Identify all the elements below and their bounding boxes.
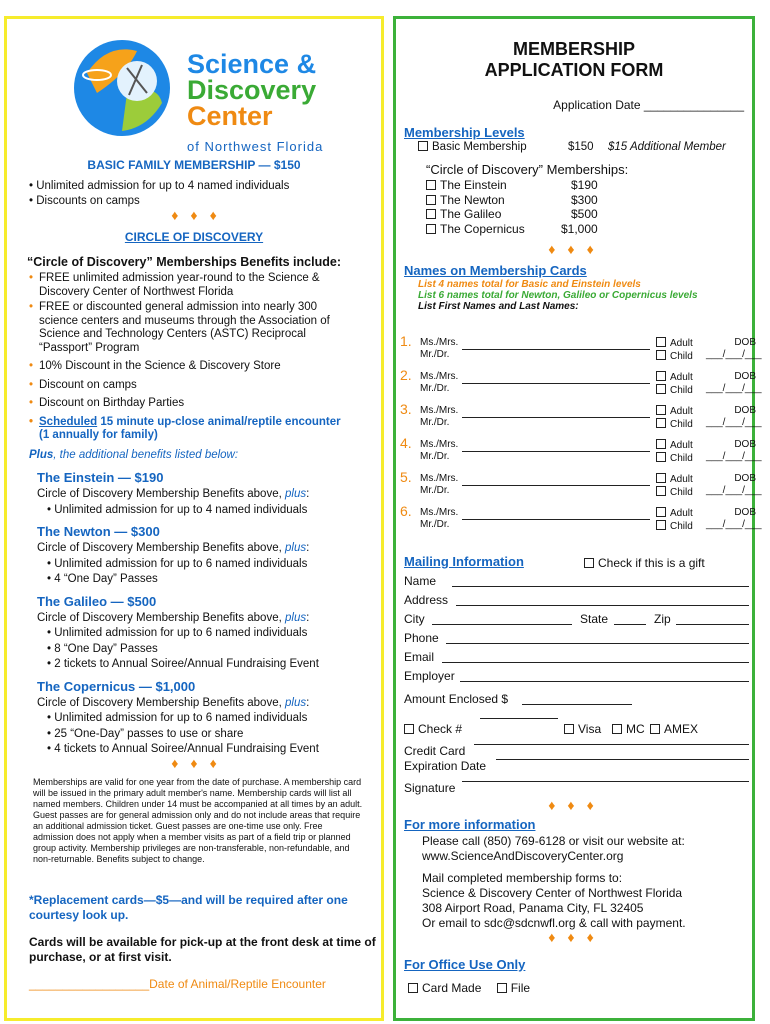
pickup-note: Cards will be available for pick-up at the front desk at time of purchase, or at first visit. <box>29 935 376 964</box>
person-type[interactable]: Adult Child <box>656 405 693 431</box>
replacement-note: *Replacement cards—$5—and will be required after one courtesy look up. <box>29 893 348 922</box>
names-heading: Names on Membership Cards <box>404 263 587 278</box>
circle-heading: CIRCLE OF DISCOVERY <box>124 230 264 244</box>
checkbox-icon[interactable] <box>612 724 622 734</box>
level-einstein: The Einstein — $190 Circle of Discovery Membership Benefits above, plus: • Unlimited admission for up to 4 named individuals <box>37 470 310 516</box>
benefit-item: • Discount on camps <box>29 379 359 393</box>
file-checkbox[interactable]: File <box>497 981 530 995</box>
phone-field[interactable]: Phone <box>404 631 749 645</box>
person-title: Ms./Mrs. Mr./Dr. <box>420 473 459 496</box>
person-number: 1. <box>400 333 412 349</box>
basic-item-1: • Unlimited admission for up to 4 named individuals <box>29 180 290 192</box>
mail-text-1: Mail completed membership forms to: <box>422 871 623 885</box>
more-info-text-1: Please call (850) 769-6128 or visit our website at: <box>422 834 685 848</box>
benefits-list <box>29 272 359 443</box>
checkbox-icon[interactable] <box>404 724 414 734</box>
circle-option-copernicus[interactable]: The Copernicus $1,000 <box>426 222 626 237</box>
visa-option[interactable]: Visa <box>564 722 601 736</box>
person-title: Ms./Mrs. Mr./Dr. <box>420 507 459 530</box>
checkbox-icon[interactable] <box>426 224 436 234</box>
person-dob[interactable]: DOB ___/___/___ <box>706 473 762 496</box>
persons-list <box>400 333 762 541</box>
name-field[interactable]: Name <box>404 574 749 588</box>
person-title: Ms./Mrs. Mr./Dr. <box>420 439 459 462</box>
checkbox-icon[interactable] <box>656 520 666 530</box>
person-dob[interactable]: DOB ___/___/___ <box>706 405 762 428</box>
divider-diamonds: ♦♦♦ <box>171 207 229 223</box>
basic-membership-option[interactable]: Basic Membership $150 $15 Additional Member <box>418 141 748 153</box>
level-newton: The Newton — $300 Circle of Discovery Membership Benefits above, plus: • Unlimited admission for up to 6 named individuals • 4 “One Day” Passes <box>37 524 310 585</box>
levels-list <box>37 469 377 758</box>
person-number: 6. <box>400 503 412 519</box>
person-name-line[interactable] <box>462 417 650 418</box>
basic-item-2: • Discounts on camps <box>29 195 140 207</box>
expiration-field[interactable]: Expiration Date <box>404 759 749 773</box>
circle-title: “Circle of Discovery” Memberships: <box>426 162 629 177</box>
checkbox-icon[interactable] <box>656 405 666 415</box>
form-title-2: APPLICATION FORM <box>484 60 664 80</box>
payment-row <box>404 722 749 736</box>
mc-option[interactable]: MC <box>612 722 645 736</box>
benefit-item: • FREE unlimited admission year-round to the Science & Discovery Center of Northwest Florida <box>29 272 359 299</box>
divider-diamonds: ♦♦♦ <box>548 241 606 257</box>
checkbox-icon[interactable] <box>656 350 666 360</box>
card-made-checkbox[interactable]: Card Made <box>408 981 481 995</box>
gift-checkbox[interactable]: Check if this is a gift <box>584 556 705 570</box>
logo-subtitle: of Northwest Florida <box>187 139 324 154</box>
checkbox-icon[interactable] <box>497 983 507 993</box>
mail-text-4: Or email to sdc@sdcnwfl.org & call with payment. <box>422 916 686 930</box>
plus-line: Plus, the additional benefits listed below: <box>29 449 239 461</box>
checkbox-icon[interactable] <box>656 418 666 428</box>
person-dob[interactable]: DOB ___/___/___ <box>706 439 762 462</box>
more-info-heading: For more information <box>404 817 536 832</box>
checkbox-icon[interactable] <box>650 724 660 734</box>
office-use-heading: For Office Use Only <box>404 957 526 972</box>
names-note-2: List 6 names total for Newton, Galileo or Copernicus levels <box>418 290 698 301</box>
person-number: 3. <box>400 401 412 417</box>
logo <box>67 33 357 154</box>
checkbox-icon[interactable] <box>656 473 666 483</box>
divider-diamonds: ♦♦♦ <box>548 929 606 945</box>
checkbox-icon[interactable] <box>656 384 666 394</box>
fine-print: Memberships are valid for one year from the date of purchase. A membership card will be issued in the primary adult member's name. Membership cards will list all named members. Children under 14 must be accompanied at all times by an adult. Guest passes are for general admission only and do not include areas that require an additional admission ticket. Guest passes are one-time use only. Free admission does not apply when a member visits as part of a field trip or planned group activity. Membership privileges are non-transferable, non-refundable, and non-returnable. Benefits subject to change. <box>33 777 363 864</box>
basic-heading: BASIC FAMILY MEMBERSHIP — $150 <box>87 158 301 172</box>
circle-option-newton[interactable]: The Newton $300 <box>426 193 626 208</box>
circle-option-galileo[interactable]: The Galileo $500 <box>426 207 626 222</box>
logo-line-1: Science & <box>187 49 317 79</box>
mailing-heading: Mailing Information <box>404 554 524 569</box>
benefits-title: “Circle of Discovery” Memberships Benefits include: <box>27 255 341 269</box>
credit-card-field[interactable]: Credit Card <box>404 744 749 758</box>
benefit-item-scheduled: • Scheduled 15 minute up-close animal/reptile encounter (1 annually for family) <box>29 416 359 443</box>
person-number: 5. <box>400 469 412 485</box>
membership-levels-heading: Membership Levels <box>404 125 525 140</box>
person-name-line[interactable] <box>462 485 650 486</box>
benefit-item: • 10% Discount in the Science & Discovery Store <box>29 360 359 374</box>
person-type[interactable]: Adult Child <box>656 507 693 533</box>
person-row[interactable] <box>400 503 762 541</box>
checkbox-icon[interactable] <box>656 439 666 449</box>
logo-line-2: Discovery <box>187 75 317 105</box>
check-option[interactable]: Check # <box>404 722 462 736</box>
person-dob[interactable]: DOB ___/___/___ <box>706 371 762 394</box>
level-galileo: The Galileo — $500 Circle of Discovery Membership Benefits above, plus: • Unlimited admission for up to 6 named individuals • 8 “One Day” Passes • 2 tickets to Annual Soiree/Annual Fundraising Event <box>37 593 319 670</box>
person-dob[interactable]: DOB ___/___/___ <box>706 507 762 530</box>
person-name-line[interactable] <box>462 451 650 452</box>
person-number: 2. <box>400 367 412 383</box>
person-row[interactable] <box>400 333 762 371</box>
circle-option-einstein[interactable]: The Einstein $190 <box>426 178 626 193</box>
person-name-line[interactable] <box>462 349 650 350</box>
email-field[interactable]: Email <box>404 650 749 664</box>
person-type[interactable]: Adult Child <box>656 371 693 397</box>
website-link[interactable]: www.ScienceAndDiscoveryCenter.org <box>422 849 624 863</box>
benefit-item: • FREE or discounted general admission into nearly 300 science centers and museums through the Association of Science and Technology Centers (ASTC) Reciprocal “Passport” Program <box>29 301 359 355</box>
left-panel <box>4 16 384 1021</box>
checkbox-icon[interactable] <box>656 371 666 381</box>
divider-diamonds: ♦♦♦ <box>171 755 229 771</box>
person-name-line[interactable] <box>462 383 650 384</box>
person-dob[interactable]: DOB ___/___/___ <box>706 337 762 360</box>
form-title-1: MEMBERSHIP <box>512 39 635 59</box>
checkbox-icon[interactable] <box>426 180 436 190</box>
person-row[interactable] <box>400 367 762 405</box>
person-row[interactable] <box>400 435 762 473</box>
mail-text-2: Science & Discovery Center of Northwest Florida <box>422 886 683 900</box>
amount-field[interactable]: Amount Enclosed $ <box>404 692 749 706</box>
names-note-3: List First Names and Last Names: <box>418 301 579 312</box>
divider-diamonds: ♦♦♦ <box>548 797 606 813</box>
person-title: Ms./Mrs. Mr./Dr. <box>420 337 459 360</box>
logo-line-3: Center <box>187 101 273 131</box>
person-row[interactable] <box>400 401 762 439</box>
checkbox-icon[interactable] <box>656 486 666 496</box>
encounter-date-field[interactable]: __________________Date of Animal/Reptile Encounter <box>29 977 326 991</box>
signature-field[interactable]: Signature <box>404 781 749 795</box>
amex-option[interactable]: AMEX <box>650 722 698 736</box>
person-number: 4. <box>400 435 412 451</box>
checkbox-icon[interactable] <box>564 724 574 734</box>
level-copernicus: The Copernicus — $1,000 Circle of Discovery Membership Benefits above, plus: • Unlimited admission for up to 6 named individuals • 25 “One-Day” passes to use or share • 4 tickets to Annual Soiree/Annual Fundraising Event <box>37 678 319 755</box>
right-panel <box>393 16 762 1021</box>
checkbox-icon[interactable] <box>656 507 666 517</box>
globe-logo-icon <box>67 33 177 143</box>
application-date-field[interactable]: Application Date _______________ <box>553 98 744 112</box>
checkbox-icon[interactable] <box>426 209 436 219</box>
person-title: Ms./Mrs. Mr./Dr. <box>420 405 459 428</box>
checkbox-icon[interactable] <box>418 141 428 151</box>
employer-field[interactable]: Employer <box>404 669 749 683</box>
person-title: Ms./Mrs. Mr./Dr. <box>420 371 459 394</box>
names-note-1: List 4 names total for Basic and Einstein levels <box>418 279 641 290</box>
checkbox-icon[interactable] <box>426 195 436 205</box>
mail-text-3: 308 Airport Road, Panama City, FL 32405 <box>422 901 644 915</box>
person-row[interactable] <box>400 469 762 507</box>
benefit-item: • Discount on Birthday Parties <box>29 397 359 411</box>
address-field[interactable]: Address <box>404 593 749 607</box>
city-field[interactable]: City State Zip <box>404 612 749 626</box>
person-type[interactable]: Adult Child <box>656 337 693 363</box>
person-type[interactable]: Adult Child <box>656 473 693 499</box>
checkbox-icon[interactable] <box>408 983 418 993</box>
checkbox-icon[interactable] <box>656 337 666 347</box>
checkbox-icon[interactable] <box>656 452 666 462</box>
person-type[interactable]: Adult Child <box>656 439 693 465</box>
checkbox-icon[interactable] <box>584 558 594 568</box>
person-name-line[interactable] <box>462 519 650 520</box>
